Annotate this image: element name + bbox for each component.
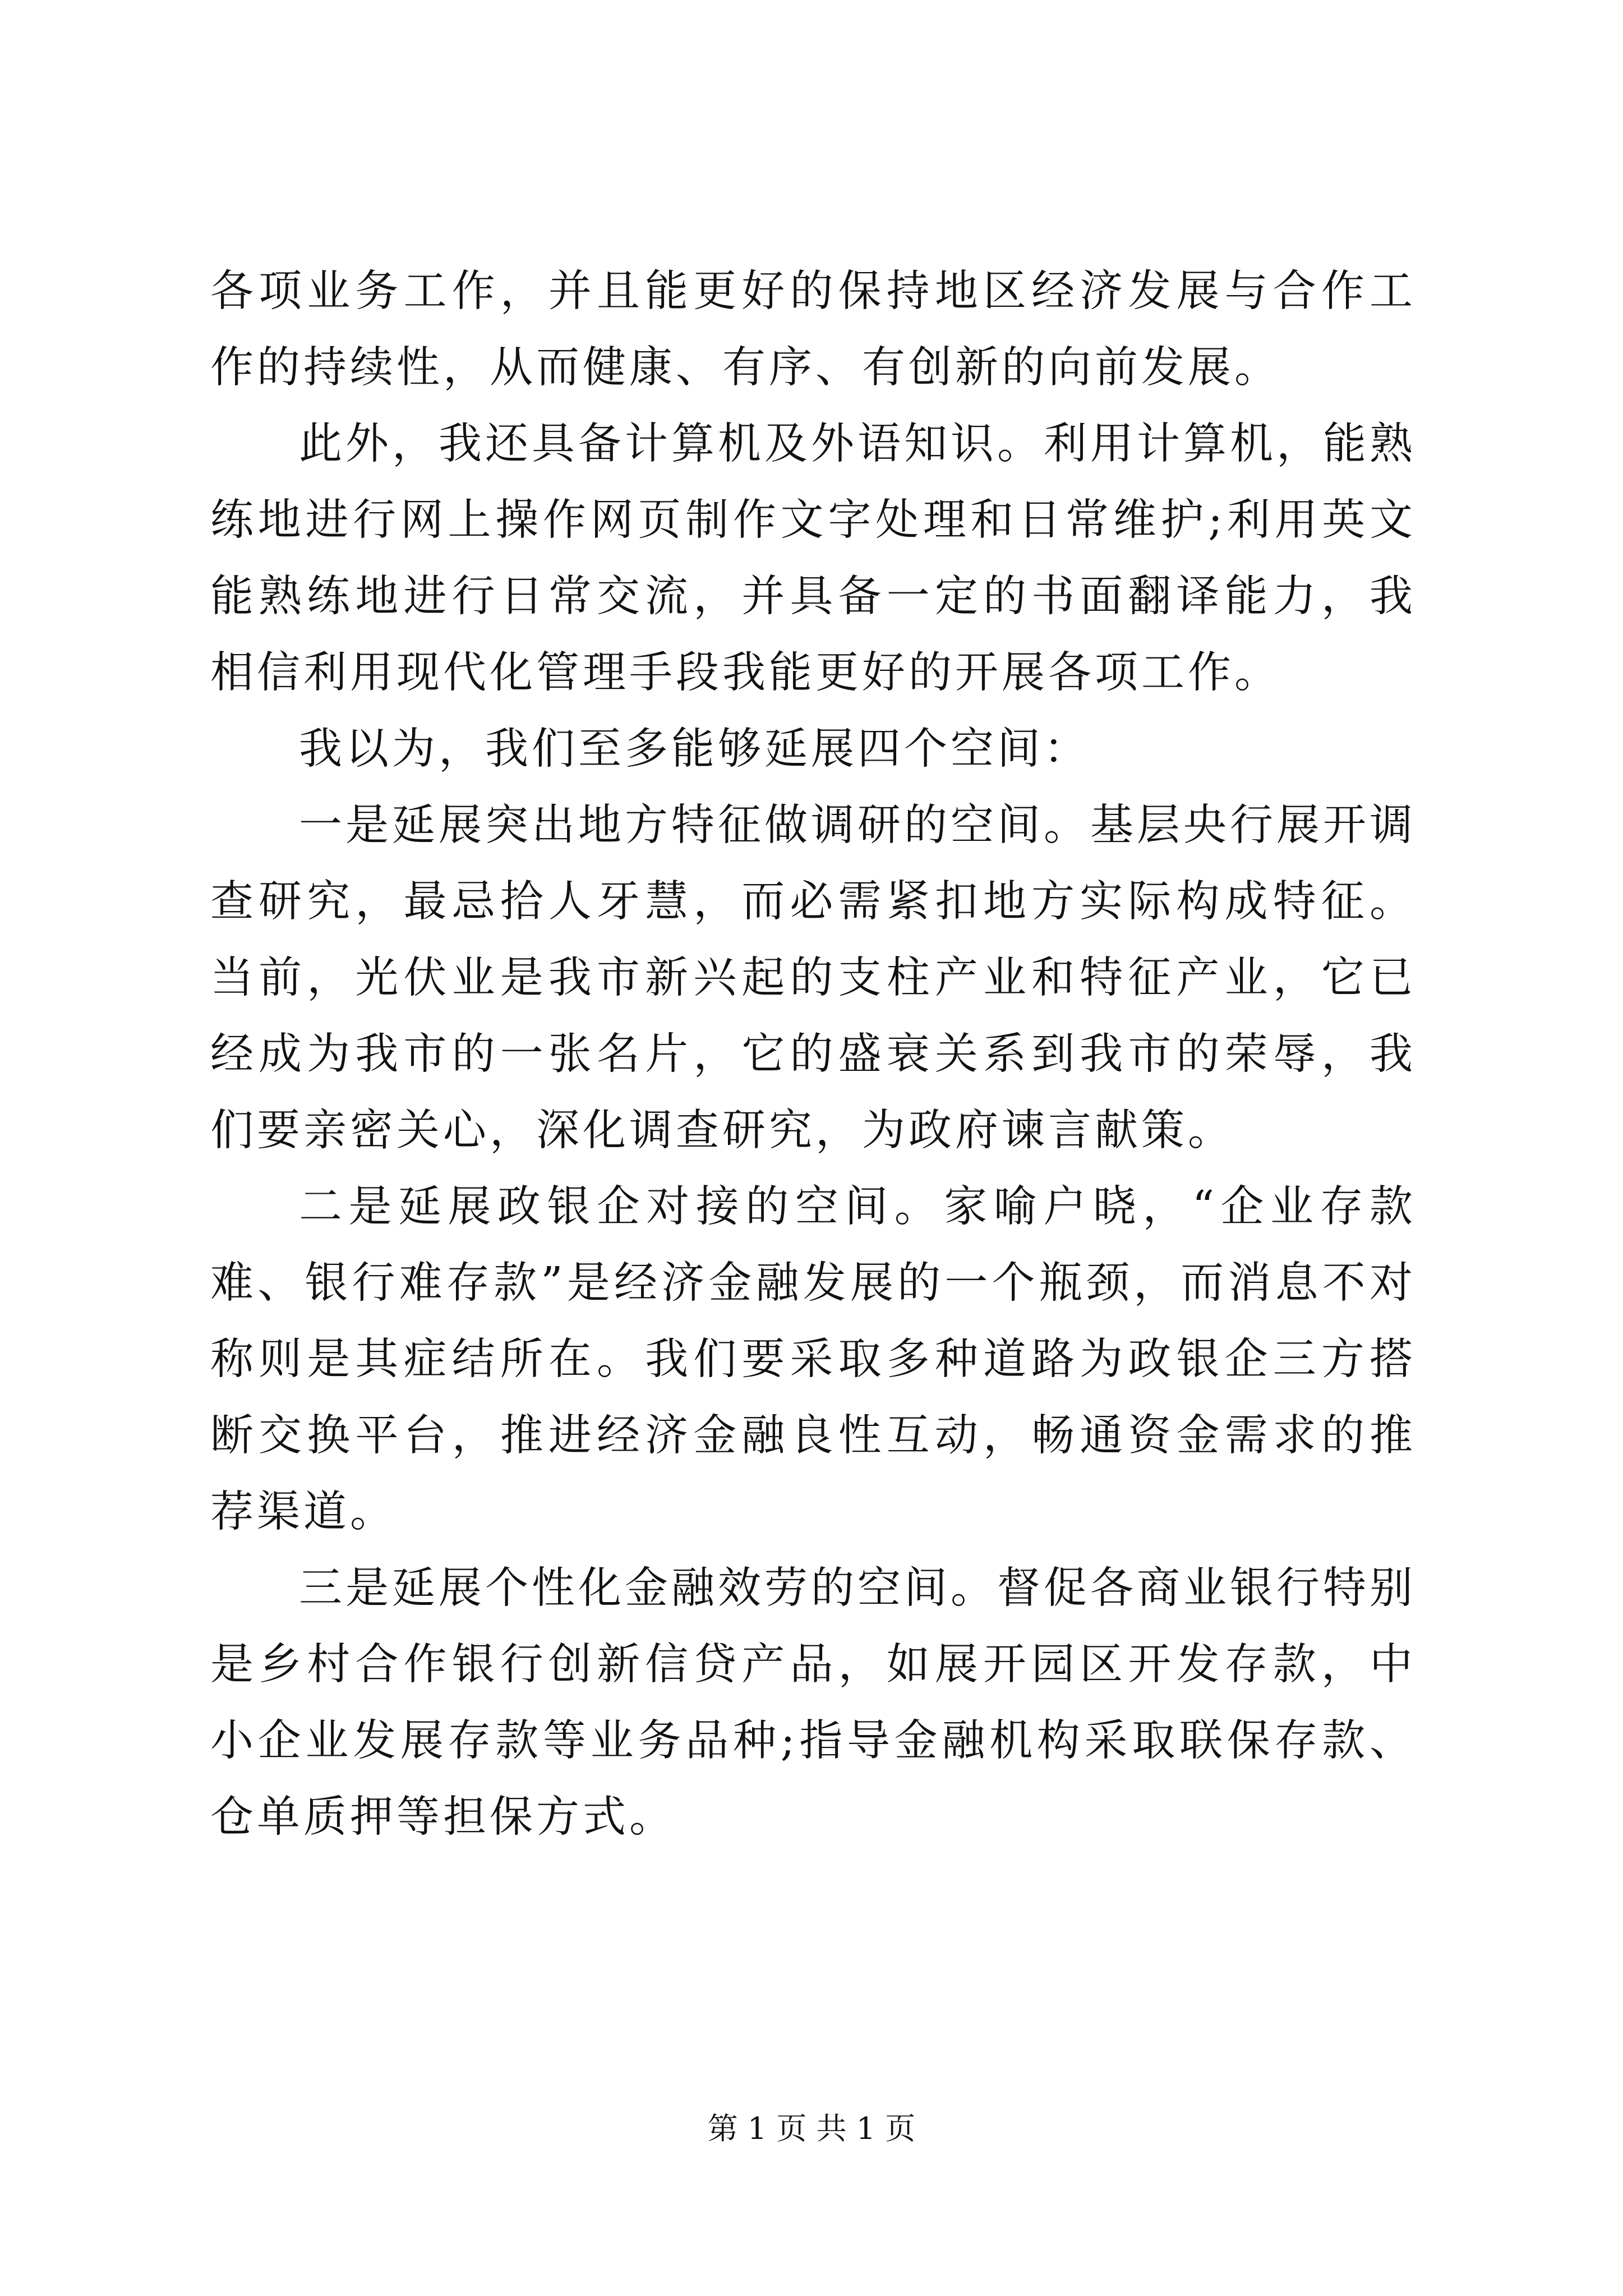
paragraph-skills: 此外，我还具备计算机及外语知识。利用计算机，能熟练地进行网上操作网页制作文字处理和日常维护;利用英文能熟练地进行日常交流，并具备一定的书面翻译能力，我相信利用现代化管理手段我能更好的开展各项工作。 [210, 419, 1416, 698]
paragraph-continuation: 各项业务工作，并且能更好的保持地区经济发展与合作工作的持续性，从而健康、有序、有创新的向前发展。 [210, 266, 1416, 393]
paragraph-point-one: 一是延展突出地方特征做调研的空间。基层央行展开调查研究，最忌拾人牙慧，而必需紧扣地方实际构成特征。当前，光伏业是我市新兴起的支柱产业和特征产业，它已经成为我市的一张名片，它的盛衰关系到我市的荣辱，我们要亲密关心，深化调查研究，为政府谏言献策。 [210, 800, 1416, 1156]
paragraph-point-three: 三是延展个性化金融效劳的空间。督促各商业银行特别是乡村合作银行创新信贷产品，如展开园区开发存款，中小企业发展存款等业务品种;指导金融机构采取联保存款、仓单质押等担保方式。 [210, 1563, 1416, 1842]
page-footer: 第 1 页 共 1 页 [707, 2111, 916, 2146]
paragraph-four-spaces-intro: 我以为，我们至多能够延展四个空间： [299, 724, 1090, 774]
document-body [210, 254, 1416, 1856]
paragraph-point-two: 二是延展政银企对接的空间。家喻户晓，“企业存款难、银行难存款”是经济金融发展的一个瓶颈，而消息不对称则是其症结所在。我们要采取多种道路为政银企三方搭断交换平台，推进经济金融良性互动，畅通资金需求的推荐渠道。 [210, 1182, 1416, 1537]
